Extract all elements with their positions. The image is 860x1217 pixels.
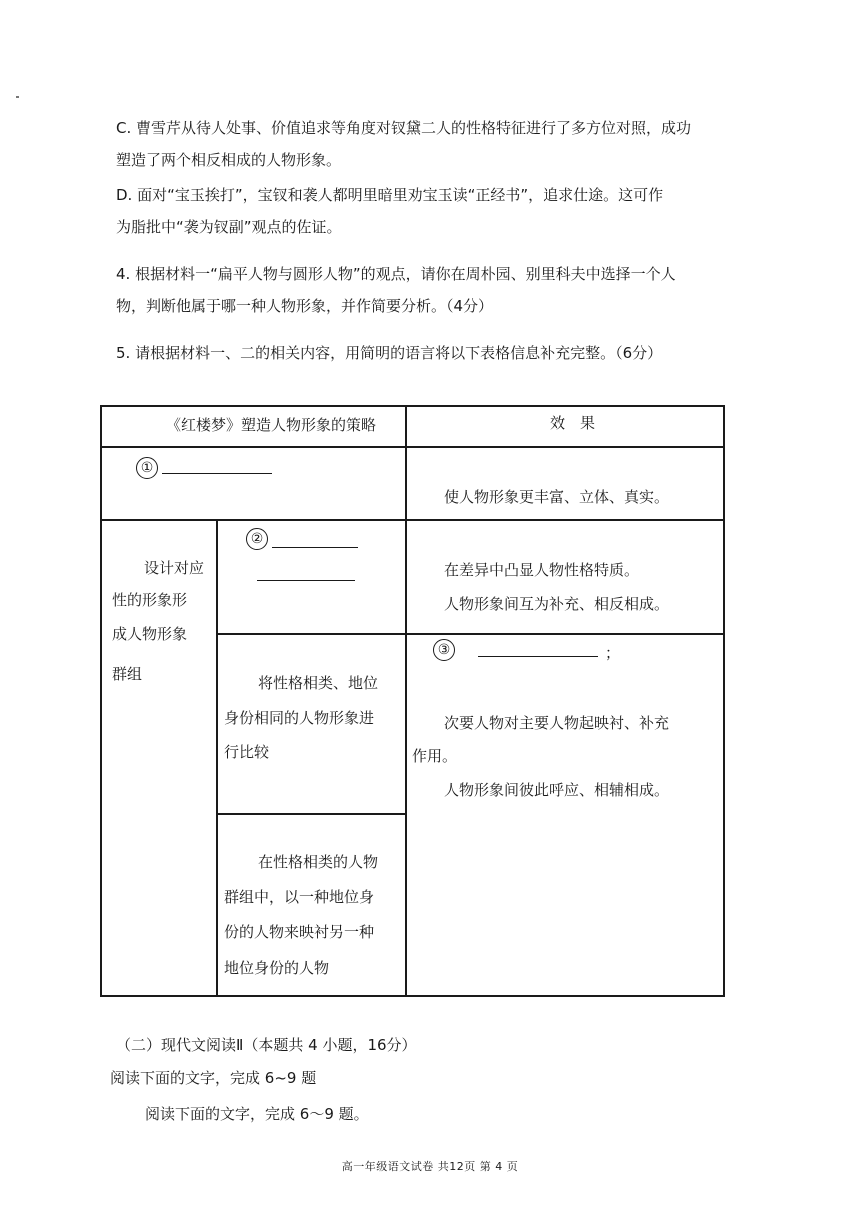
effect-3-line1: 次要人物对主要人物起映衬、补充 bbox=[444, 714, 670, 732]
effect-3-line3: 人物形象间彼此呼应、相辅相成。 bbox=[444, 781, 670, 799]
table-header-line bbox=[100, 446, 725, 448]
marker-3-suffix: ； bbox=[605, 644, 621, 662]
section2-instruction1: 阅读下面的文字，完成 6~9 题 bbox=[110, 1069, 317, 1087]
question4-line2: 物，判断他属于哪一种人物形象，并作简要分析。（4分） bbox=[116, 297, 494, 315]
marker-3: ③ bbox=[433, 639, 455, 661]
question5-line1: 5. 请根据材料一、二的相关内容，用简明的语言将以下表格信息补充完整。（6分） bbox=[116, 344, 663, 362]
effect-3-line2: 作用。 bbox=[412, 747, 458, 765]
strategy-foil-3: 份的人物来映衬另一种 bbox=[224, 923, 375, 941]
header-effect: 效 果 bbox=[550, 414, 596, 432]
marker-2: ② bbox=[246, 528, 268, 550]
table-border-bottom bbox=[100, 995, 725, 997]
strategy-compare-1: 将性格相类、地位 bbox=[258, 674, 379, 692]
strategy-foil-1: 在性格相类的人物 bbox=[258, 853, 379, 871]
option-d-line2: 为脂批中“袭为钗副”观点的佐证。 bbox=[116, 218, 342, 236]
blank-3[interactable] bbox=[478, 656, 598, 657]
blank-1[interactable] bbox=[162, 473, 272, 474]
table-border-right bbox=[723, 405, 725, 997]
effect-2-line1: 在差异中凸显人物性格特质。 bbox=[444, 561, 640, 579]
page-footer: 高一年级语文试卷 共12页 第 4 页 bbox=[341, 1160, 519, 1173]
blank-2b[interactable] bbox=[257, 580, 355, 581]
strategy-compare-2: 身份相同的人物形象进 bbox=[224, 709, 375, 727]
table-divider-group bbox=[216, 519, 218, 997]
table-border-top bbox=[100, 405, 725, 407]
section2-instruction2: 阅读下面的文字，完成 6～9 题。 bbox=[145, 1105, 369, 1123]
blank-2a[interactable] bbox=[272, 547, 358, 548]
question4-line1: 4. 根据材料一“扁平人物与圆形人物”的观点，请你在周朴园、别里科夫中选择一个人 bbox=[116, 265, 676, 283]
header-strategy: 《红楼梦》塑造人物形象的策略 bbox=[166, 416, 377, 434]
effect-2-line2: 人物形象间互为补充、相反相成。 bbox=[444, 595, 670, 613]
group-label-4: 群组 bbox=[112, 665, 143, 683]
group-label-3: 成人物形象 bbox=[112, 625, 188, 643]
group-label-1: 设计对应 bbox=[144, 559, 205, 577]
table-border-left bbox=[100, 405, 102, 997]
strategy-compare-3: 行比较 bbox=[224, 743, 270, 761]
option-d-line1: D. 面对“宝玉挨打”，宝钗和袭人都明里暗里劝宝玉读“正经书”，追求仕途。这可作 bbox=[116, 186, 664, 204]
effect-1: 使人物形象更丰富、立体、真实。 bbox=[444, 488, 670, 506]
strategy-foil-4: 地位身份的人物 bbox=[224, 959, 330, 977]
option-c-line1: C. 曹雪芹从待人处事、价值追求等角度对钗黛二人的性格特征进行了多方位对照，成功 bbox=[116, 119, 692, 137]
strategy-foil-2: 群组中，以一种地位身 bbox=[224, 888, 375, 906]
section2-title: （二）现代文阅读Ⅱ（本题共 4 小题，16分） bbox=[116, 1036, 417, 1054]
strategy-effect-table bbox=[100, 405, 725, 997]
table-row2-line bbox=[216, 633, 725, 635]
table-divider-main bbox=[405, 405, 407, 997]
table-row3-line bbox=[216, 813, 407, 815]
scan-mark bbox=[16, 96, 19, 98]
marker-1: ① bbox=[136, 457, 158, 479]
group-label-2: 性的形象形 bbox=[112, 591, 188, 609]
option-c-line2: 塑造了两个相反相成的人物形象。 bbox=[116, 151, 342, 169]
table-row1-line bbox=[100, 519, 725, 521]
